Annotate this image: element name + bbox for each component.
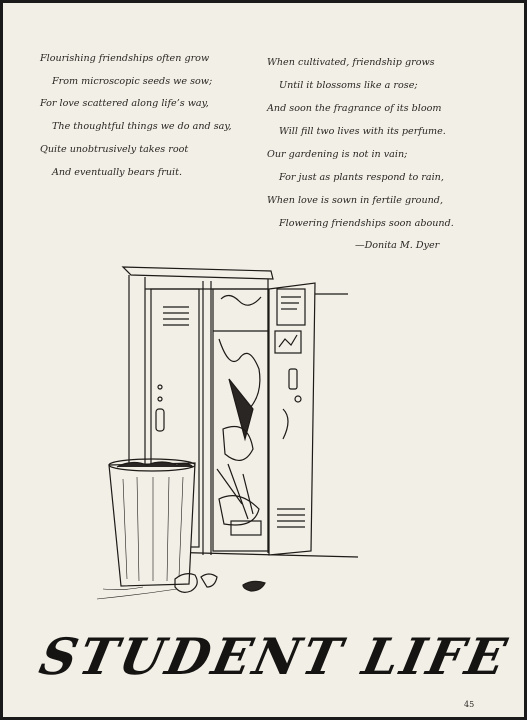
poem-line: The thoughtful things we do and say, [52,121,232,132]
poem-signature: —Donita M. Dyer [355,240,440,251]
poem-line: Flourishing friendships often grow [40,53,210,64]
poem-line: From microscopic seeds we sow; [52,76,213,87]
trash-can [109,459,195,586]
poem-line: Quite unobtrusively takes root [40,144,189,155]
poem-line: Flowering friendships soon abound. [279,218,454,229]
poem-line: Will fill two lives with its perfume. [279,126,446,137]
page-number: 45 [464,700,475,709]
open-locker-door [269,283,315,555]
poem-line: Our gardening is not in vain; [267,149,408,160]
poem-line: And soon the fragrance of its bloom [267,103,442,114]
poem-line: For just as plants respond to rain, [279,172,444,183]
locker-trashcan-drawing-icon [93,259,373,604]
poem-line: For love scattered along life’s way, [40,98,209,109]
open-locker-interior [213,289,268,551]
poem-line: When cultivated, friendship grows [267,57,435,68]
poem-line: When love is sown in fertile ground, [267,195,443,206]
poem-line: Until it blossoms like a rose; [279,80,418,91]
poem-line: And eventually bears fruit. [52,167,182,178]
yearbook-page [3,3,524,717]
section-title: STUDENT LIFE [34,627,515,686]
